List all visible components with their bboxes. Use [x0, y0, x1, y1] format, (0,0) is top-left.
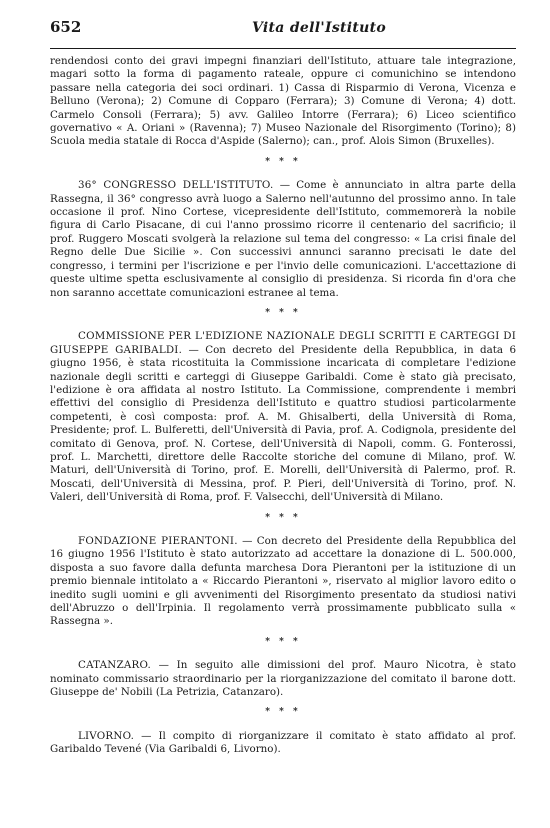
section-heading: FONDAZIONE PIERANTONI. — [78, 535, 238, 547]
section-fondazione — [50, 535, 516, 629]
section-heading: 36° CONGRESSO DELL'ISTITUTO. — [78, 179, 274, 192]
section-catanzaro — [50, 659, 516, 699]
paragraph-continuation — [50, 55, 516, 149]
page-content — [50, 55, 516, 757]
section-separator: * * * — [265, 307, 301, 318]
section-text: — Come è annunciato in altra parte della Rassegna, il 36° congresso avrà luogo a Salerno nell'autunno del prossimo anno. In tale occasione il prof. Nino Cortese, vicepresidente dell'Istituto, commemorerà la nobile figura di Carlo Pisacane, di cui l'anno prossimo ricorre il centenario del sacrificio; il prof. Ruggero Moscati svolgerà la relazione sul tema del congresso: « La crisi finale del Regno delle Due Sicilie ». Con successivi annunci saranno precisati le date del congresso, i termini per l'iscrizione e per l'invio delle comunicazioni. L'accettazione di queste ultime spetta esclusivamente al consiglio di presidenza. Si ricorda fin d'ora che non saranno accettate comunicazioni estranee al tema. — [50, 179, 517, 299]
section-separator: * * * — [265, 512, 301, 523]
section-livorno — [50, 730, 516, 757]
section-heading: COMMISSIONE PER L'EDIZIONE NAZIONALE DEGLI SCRITTI E CARTEGGI DI GIUSEPPE GARIBALDI. — [50, 330, 516, 356]
section-heading: LIVORNO. — [78, 729, 135, 742]
running-title: Vita dell'Istituto — [252, 20, 387, 36]
paragraph-text: rendendosi conto dei gravi impegni finanziari dell'Istituto, attuare tale integrazione, magari sotto la forma di pagamento rateale, oppure ci comunichino se intendono passare nella categoria dei soci ordinari. 1) Cassa di Risparmio di Verona, Vicenza e Belluno (Verona); 2) Comune di Copparo (Ferrara); 3) Comune di Verona; 4) dott. Carmelo Consoli (Ferrara); 5) avv. Galileo Intorre (Ferrara); 6) Liceo scientifico governativo « A. Oriani » (Ravenna); 7) Museo Nazionale del Risorgimento (Torino); 8) Scuola media statale di Rocca d'Aspide (Salerno); can., prof. Alois Simon (Bruxelles). — [50, 55, 516, 148]
section-separator: * * * — [265, 156, 301, 167]
section-text: — Il compito di riorganizzare il comitato è stato affidato al prof. Garibaldo Tevené (Via Garibaldi 6, Livorno). — [50, 729, 516, 756]
section-text: — Con decreto del Presidente della Repubblica, in data 6 giugno 1956, è stata ricostituita la Commissione incaricata di completare l'edizione nazionale degli scritti e carteggi di Giuseppe Garibaldi. Come è stato già precisato, l'edizione è ora affidata al nostro Istituto. La Commissione, comprendente i membri effettivi del consiglio di Presidenza dell'Istituto e quattro studiosi particolarmente competenti, è così composta: prof. A. M. Ghisalberti, della Università di Roma, Presidente; prof. L. Bulferetti, dell'Università di Pavia, prof. A. Codignola, presidente del comitato di Genova, prof. N. Cortese, dell'Università di Napoli, comm. G. Fonterossi, prof. L. Marchetti, direttore delle Raccolte storiche del comune di Milano, prof. W. Maturi, dell'Università di Torino, prof. E. Morelli, dell'Università di Palermo, prof. R. Moscati, dell'Università di Messina, prof. P. Pieri, dell'Università di Torino, prof. N. Valeri, dell'Università di Roma, prof. F. Valsecchi, dell'Università di Milano. — [50, 343, 517, 504]
header-rule — [50, 48, 516, 49]
section-separator: * * * — [265, 707, 301, 718]
section-text: — In seguito alle dimissioni del prof. Mauro Nicotra, è stato nominato commissario straordinario per la riorganizzazione del comitato il barone dott. Giuseppe de' Nobili (La Petrizia, Catanzaro). — [50, 659, 516, 699]
section-commissione — [50, 330, 516, 504]
section-congresso — [50, 179, 516, 300]
page-number: 652 — [50, 18, 82, 36]
section-separator: * * * — [265, 636, 301, 647]
page-header — [50, 18, 516, 44]
section-heading: CATANZARO. — [78, 659, 151, 672]
section-text: — Con decreto del Presidente della Repubblica del 16 giugno 1956 l'Istituto è stato autorizzato ad accettare la donazione di L. 500.000, disposta a suo favore dalla defunta marchesa Dora Pierantoni per la istituzione di un premio biennale intitolato a « Riccardo Pierantoni », riservato al miglior lavoro edito o inedito sugli uomini e gli avvenimenti del Risorgimento presentato da studiosi nativi dell'Abruzzo o dell'Irpinia. Il regolamento verrà prossimamente pubblicato sulla « Rassegna ». — [50, 535, 516, 628]
